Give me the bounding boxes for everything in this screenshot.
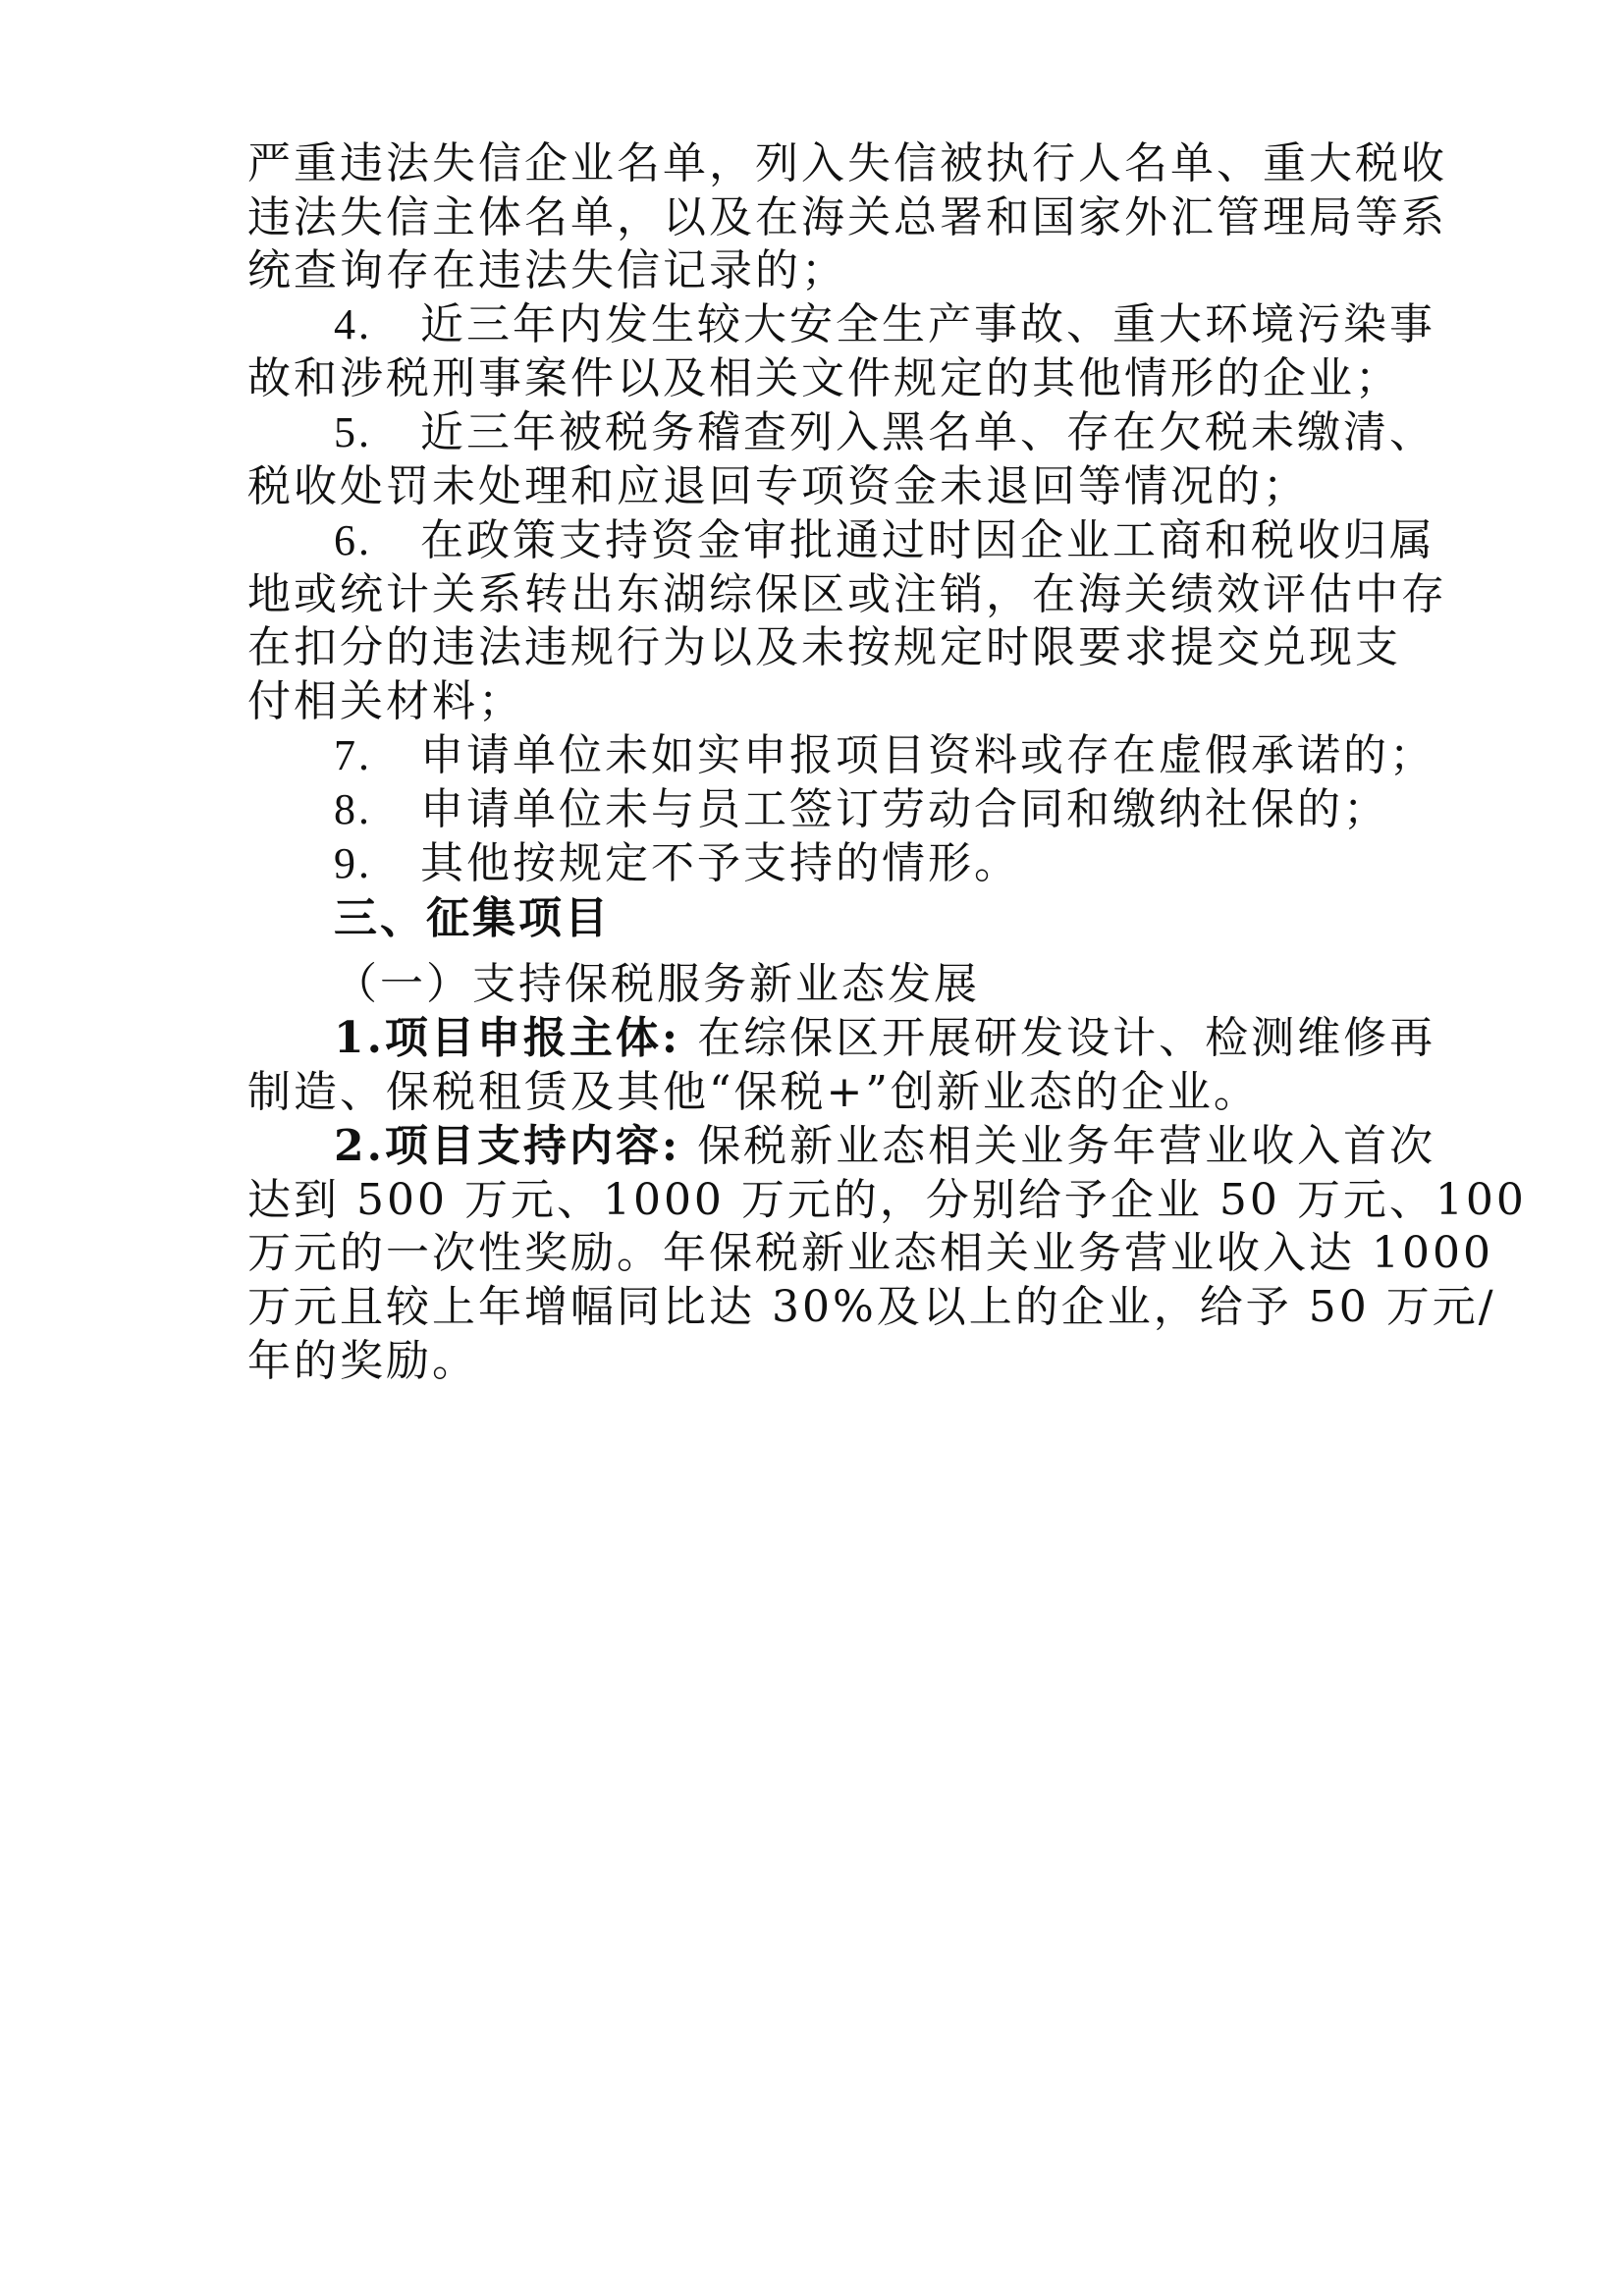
list-item-number: 5. <box>334 408 372 456</box>
project-support-text: 保税新业态相关业务年营业收入首次 <box>697 1121 1436 1171</box>
project-entity-label: 1.项目申报主体: <box>334 1013 681 1063</box>
paragraph-line: 在扣分的违法违规行为以及未按规定时限要求提交兑现支 <box>247 622 1401 672</box>
paragraph-line: 税收处罚未处理和应退回专项资金未退回等情况的； <box>247 461 1309 511</box>
project-entity-text: 在综保区开展研发设计、检测维修再 <box>697 1013 1436 1063</box>
list-item-text: 在政策支持资金审批通过时因企业工商和税收归属 <box>420 515 1435 565</box>
project-support-label: 2.项目支持内容: <box>334 1121 681 1171</box>
list-item-text: 申请单位未如实申报项目资料或存在虚假承诺的； <box>420 730 1435 780</box>
section-heading: 三、征集项目 <box>334 893 611 943</box>
paragraph-line: 故和涉税刑事案件以及相关文件规定的其他情形的企业； <box>247 353 1401 403</box>
list-item-6 <box>334 511 1435 570</box>
list-item-number: 8. <box>334 785 372 833</box>
paragraph-line: 违法失信主体名单，以及在海关总署和国家外汇管理局等系 <box>247 192 1447 242</box>
paragraph-line: 严重违法失信企业名单，列入失信被执行人名单、重大税收 <box>247 138 1447 188</box>
list-item-7 <box>334 726 1435 785</box>
paragraph-line: 制造、保税租赁及其他“保税+”创新业态的企业。 <box>247 1067 1260 1117</box>
list-item-number: 6. <box>334 516 372 564</box>
subsection-heading: （一）支持保税服务新业态发展 <box>334 959 980 1009</box>
paragraph-line: 付相关材料； <box>247 676 524 726</box>
list-item-number: 9. <box>334 839 372 887</box>
list-item-4 <box>334 295 1435 354</box>
paragraph-line: 达到 500 万元、1000 万元的，分别给予企业 50 万元、100 <box>247 1175 1527 1225</box>
list-item-9 <box>334 834 1391 893</box>
list-item-text: 近三年被税务稽查列入黑名单、存在欠税未缴清、 <box>420 407 1435 457</box>
paragraph-line: 年的奖励。 <box>247 1336 478 1386</box>
list-item-5 <box>334 403 1435 462</box>
list-item-number: 4. <box>334 300 372 348</box>
project-support-paragraph <box>334 1117 1436 1176</box>
paragraph-line: 地或统计关系转出东湖综保区或注销，在海关绩效评估中存 <box>247 569 1447 619</box>
list-item-text: 近三年内发生较大安全生产事故、重大环境污染事 <box>420 299 1435 349</box>
paragraph-line: 万元的一次性奖励。年保税新业态相关业务营业收入达 1000 <box>247 1228 1493 1278</box>
list-item-8 <box>334 780 1391 839</box>
paragraph-line: 万元且较上年增幅同比达 30%及以上的企业，给予 50 万元/ <box>247 1282 1496 1332</box>
project-entity-paragraph <box>334 1009 1436 1068</box>
list-item-text: 其他按规定不予支持的情形。 <box>420 838 1020 888</box>
list-item-text: 申请单位未与员工签订劳动合同和缴纳社保的； <box>420 784 1389 834</box>
paragraph-line: 统查询存在违法失信记录的； <box>247 245 847 295</box>
list-item-number: 7. <box>334 731 372 779</box>
